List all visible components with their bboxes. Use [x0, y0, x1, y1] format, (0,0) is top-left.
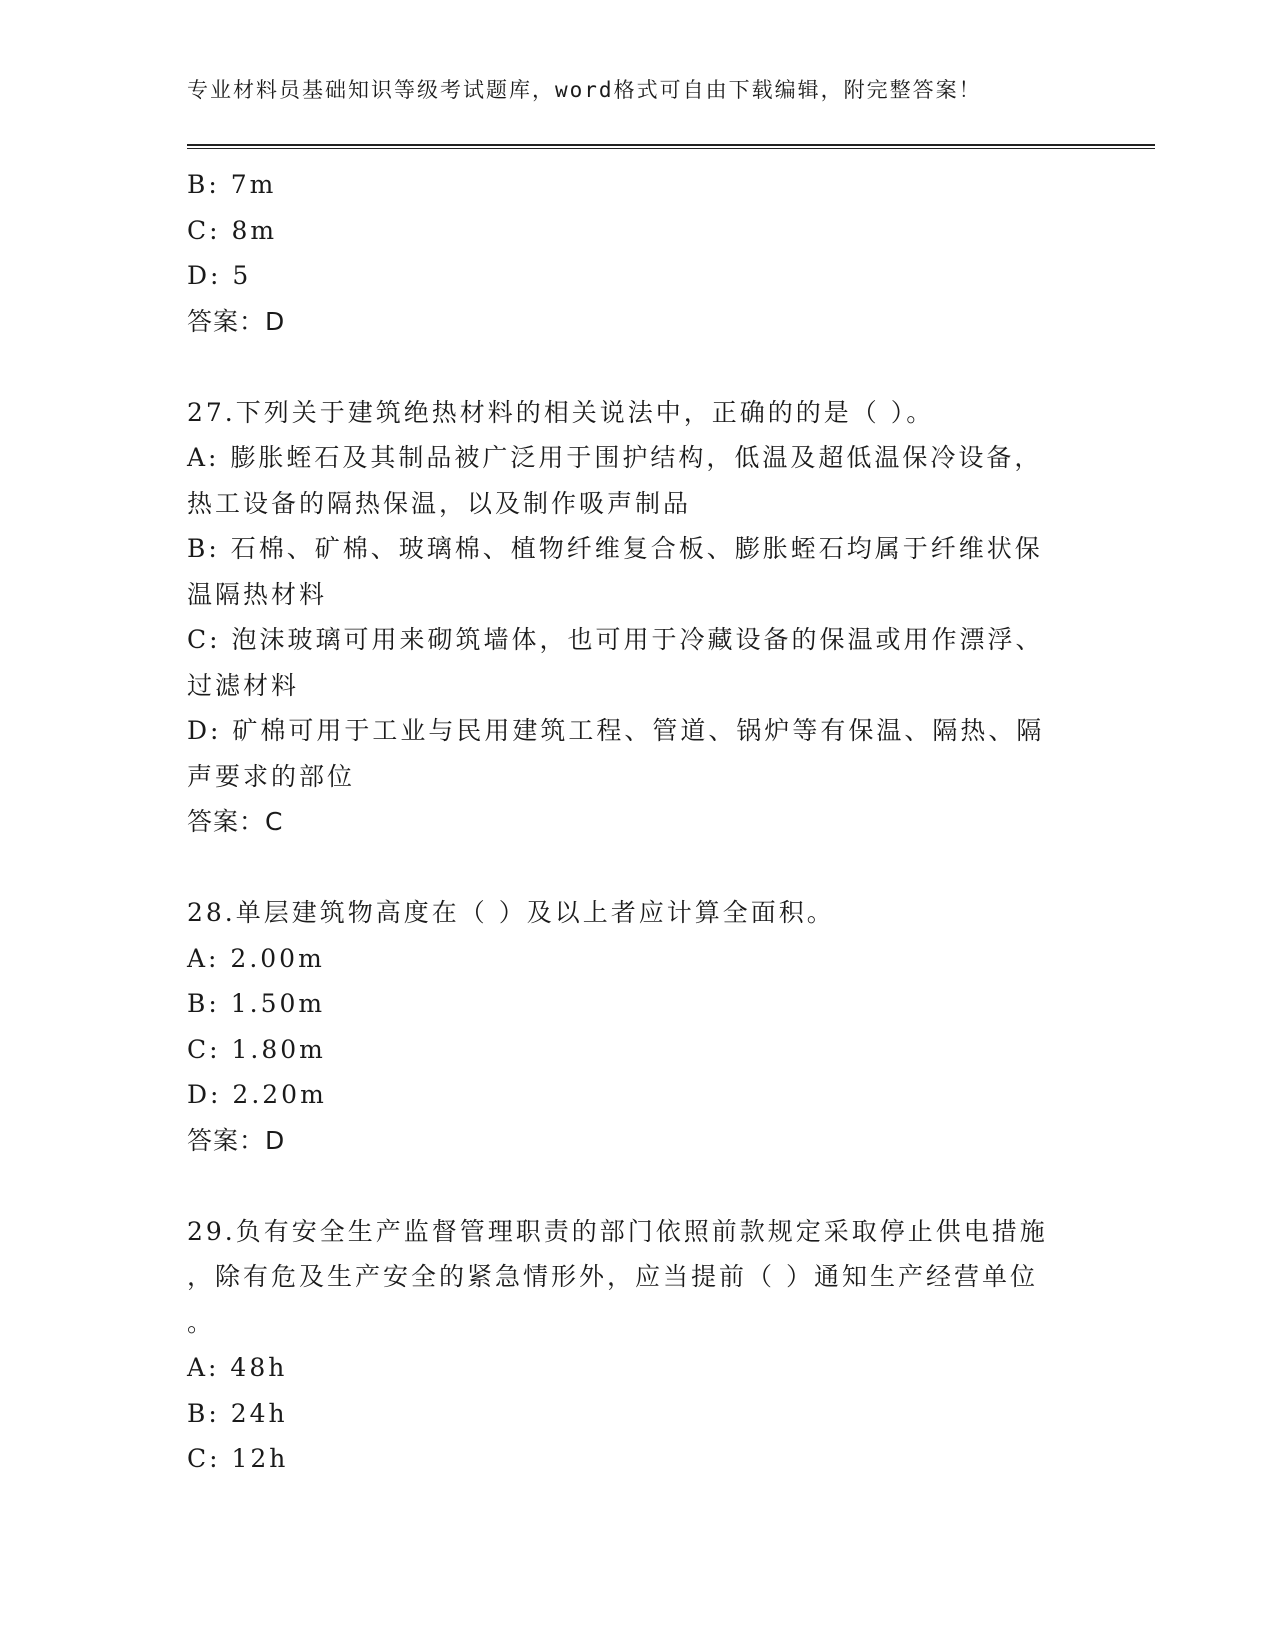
question-block-28	[187, 890, 1087, 1163]
option-c: C: 1.80m	[187, 1034, 326, 1064]
option-d: D: 矿棉可用于工业与民用建筑工程、管道、锅炉等有保温、隔热、隔	[187, 716, 1045, 745]
answer-line: 答案：C	[187, 807, 284, 836]
spacer	[187, 845, 1087, 891]
option-c-continued: 过滤材料	[187, 670, 300, 700]
option-a-continued: 热工设备的隔热保温，以及制作吸声制品	[187, 488, 692, 518]
question-block-prev	[187, 162, 1087, 344]
spacer	[187, 1163, 1087, 1209]
question-stem: 28.单层建筑物高度在（ ）及以上者应计算全面积。	[187, 898, 835, 927]
option-a: A: 48h	[187, 1353, 288, 1382]
spacer	[187, 344, 1087, 390]
option-b-continued: 温隔热材料	[187, 579, 328, 609]
option-a: A: 2.00m	[187, 943, 325, 973]
option-b: B: 24h	[187, 1398, 288, 1428]
option-b: B: 石棉、矿棉、玻璃棉、植物纤维复合板、膨胀蛭石均属于纤维状保	[187, 534, 1043, 563]
question-stem: 27.下列关于建筑绝热材料的相关说法中，正确的的是（ ）。	[187, 397, 935, 427]
option-c: C: 12h	[187, 1444, 289, 1473]
question-stem: 29.负有安全生产监督管理职责的部门依照前款规定采取停止供电措施	[187, 1216, 1048, 1246]
option-b: B: 7m	[187, 170, 277, 199]
page-header: 专业材料员基础知识等级考试题库，word格式可自由下载编辑，附完整答案！	[187, 78, 982, 102]
answer-line: 答案：D	[187, 1125, 286, 1155]
question-block-27	[187, 390, 1087, 845]
answer-line: 答案：D	[187, 306, 286, 336]
document-body	[187, 162, 1087, 1482]
option-b: B: 1.50m	[187, 989, 326, 1018]
question-stem-continued: ，除有危及生产安全的紧急情形外，应当提前（ ）通知生产经营单位	[187, 1262, 1038, 1291]
option-c: C: 泡沫玻璃可用来砌筑墙体，也可用于冷藏设备的保温或用作漂浮、	[187, 625, 1044, 654]
option-c: C: 8m	[187, 215, 278, 245]
header-divider	[187, 144, 1155, 149]
option-d: D: 5	[187, 261, 252, 290]
question-stem-end: 。	[187, 1307, 216, 1337]
option-d-continued: 声要求的部位	[187, 761, 356, 791]
question-block-29	[187, 1209, 1087, 1482]
option-d: D: 2.20m	[187, 1080, 327, 1109]
option-a: A: 膨胀蛭石及其制品被广泛用于围护结构，低温及超低温保冷设备，	[187, 443, 1043, 472]
